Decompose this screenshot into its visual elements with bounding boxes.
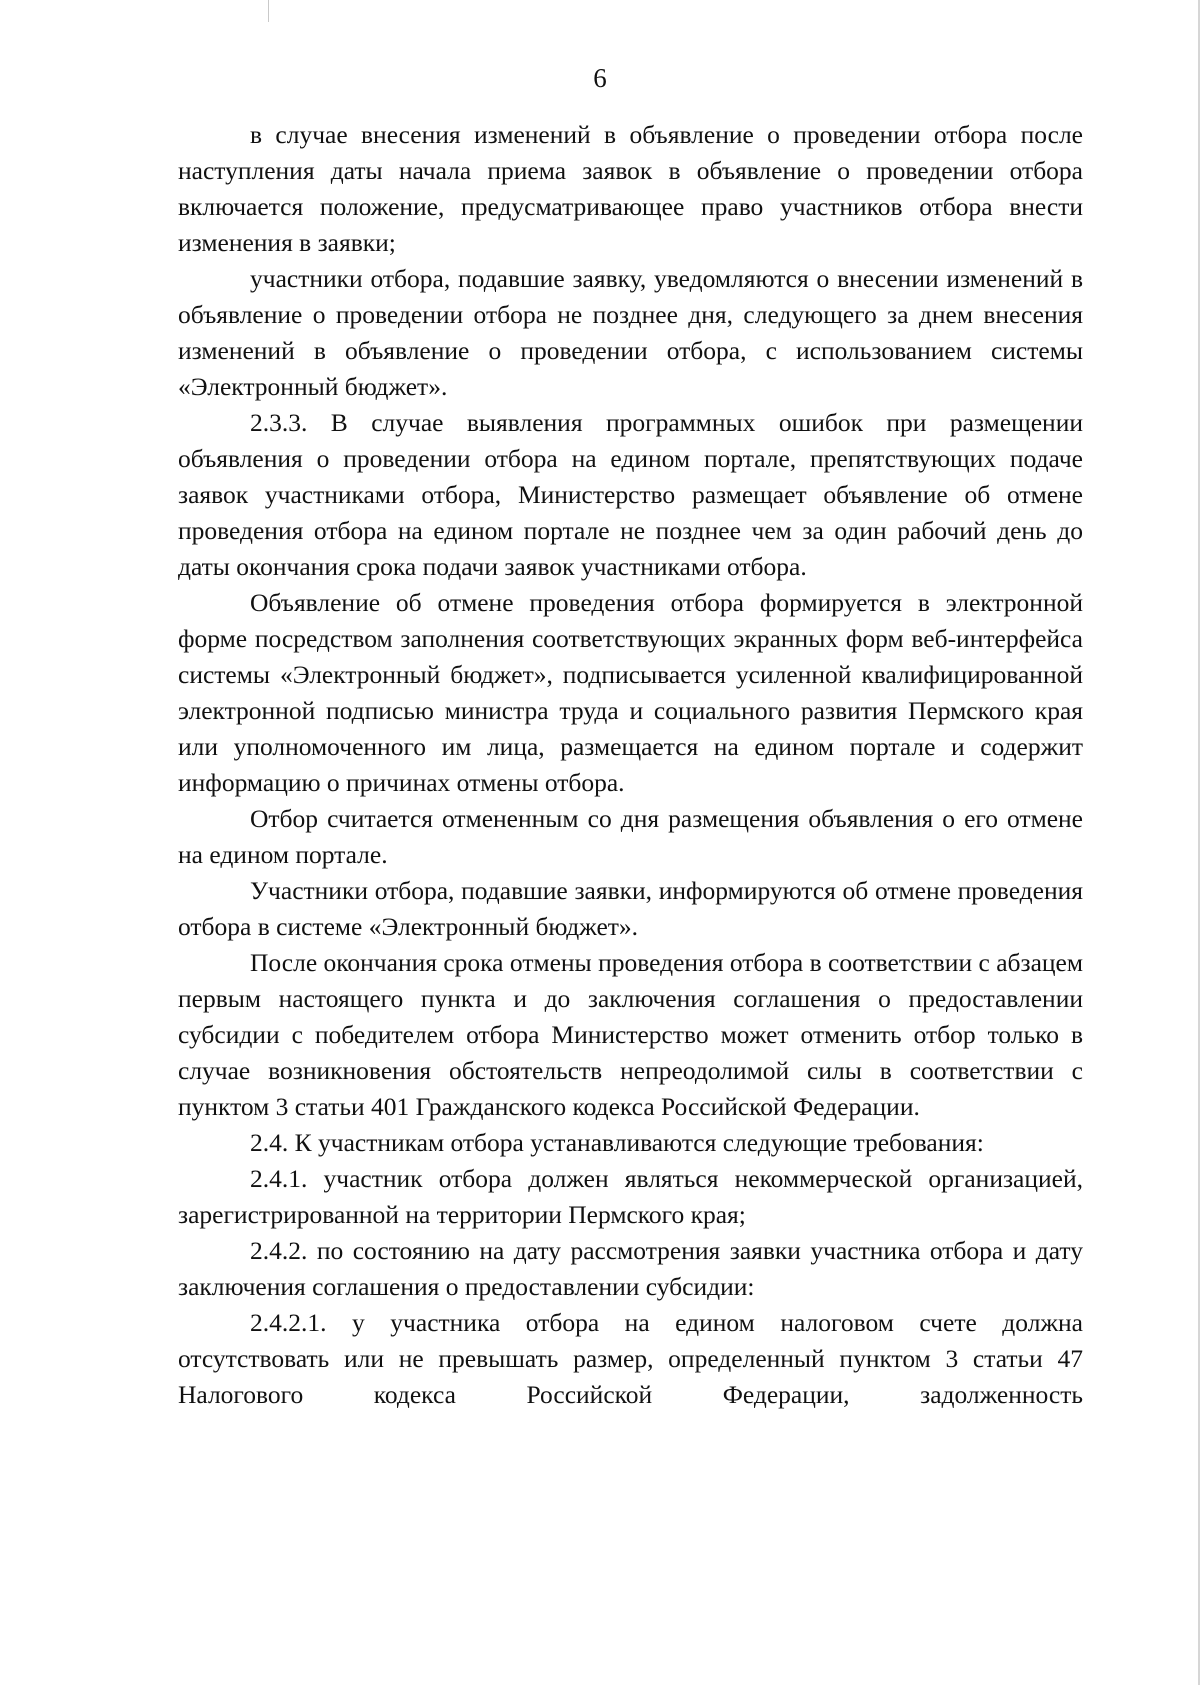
paragraph-2-4-1: 2.4.1. участник отбора должен являться некоммерческой организацией, зарегистрированной на территории Пермского края; [178, 1164, 1083, 1229]
paragraph-force-majeure: После окончания срока отмены проведения отбора в соответствии с абзацем первым настоящего пункта и до заключения соглашения о предоставлении субсидии с победителем отбора Министерство может отменить отбор только в случае возникновения обстоятельств непреодолимой силы в соответствии с пунктом 3 статьи 401 Гражданского кодекса Российской Федерации. [178, 948, 1083, 1121]
document-body [178, 117, 1083, 1413]
scan-artifact-line [268, 0, 269, 22]
page-number: 6 [593, 63, 607, 93]
paragraph-2-4: 2.4. К участникам отбора устанавливаются следующие требования: [250, 1128, 984, 1157]
paragraph-selection-cancelled: Отбор считается отмененным со дня размещения объявления о его отмене на едином портале. [178, 804, 1083, 869]
paragraph-participants-notified: участники отбора, подавшие заявку, уведомляются о внесении изменений в объявление о проведении отбора не позднее дня, следующего за днем внесения изменений в объявление о проведении отбора, с использованием системы «Электронный бюджет». [178, 264, 1083, 401]
paragraph-2-3-3: 2.3.3. В случае выявления программных ошибок при размещении объявления о проведении отбора на едином портале, препятствующих подаче заявок участниками отбора, Министерство размещает объявление об отмене проведения отбора на едином портале не позднее чем за один рабочий день до даты окончания срока подачи заявок участниками отбора. [178, 408, 1083, 581]
paragraph-cancellation-notice: Объявление об отмене проведения отбора формируется в электронной форме посредством заполнения соответствующих экранных форм веб-интерфейса системы «Электронный бюджет», подписывается усиленной квалифицированной электронной подписью министра труда и социального развития Пермского края или уполномоченного им лица, размещается на едином портале и содержит информацию о причинах отмены отбора. [178, 588, 1083, 797]
paragraph-amendment-after-start: в случае внесения изменений в объявление о проведении отбора после наступления даты начала приема заявок в объявление о проведении отбора включается положение, предусматривающее право участников отбора внести изменения в заявки; [178, 120, 1083, 257]
paragraph-2-4-2-1: 2.4.2.1. у участника отбора на едином налоговом счете должна отсутствовать или не превышать размер, определенный пунктом 3 статьи 47 Налогового кодекса Российской Федерации, задолженность [178, 1308, 1083, 1409]
paragraph-participants-informed: Участники отбора, подавшие заявки, информируются об отмене проведения отбора в системе «Электронный бюджет». [178, 876, 1083, 941]
paragraph-2-4-2: 2.4.2. по состоянию на дату рассмотрения заявки участника отбора и дату заключения соглашения о предоставлении субсидии: [178, 1236, 1083, 1301]
